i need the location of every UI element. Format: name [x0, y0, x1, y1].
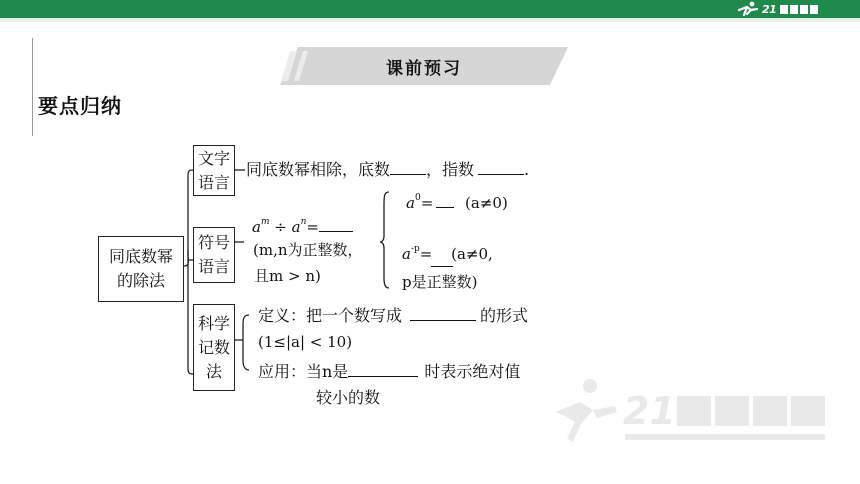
watermark-logo-icon — [545, 372, 845, 452]
node-verbal — [193, 145, 235, 196]
node-scientific-line-2: 记数 — [197, 337, 230, 357]
node-verbal-line-1: 文字 — [197, 148, 230, 168]
sci-def-text-b: 的形式 — [480, 306, 529, 325]
neg-exp: -p — [410, 244, 420, 254]
zero-exp: 0 — [414, 193, 421, 203]
blank-zero — [436, 193, 454, 208]
symbolic-equation — [252, 214, 353, 237]
neg-base: a — [402, 245, 411, 263]
section-heading: 要点归纳 — [38, 94, 122, 118]
sci-definition — [258, 306, 528, 326]
eq-divide: ÷ — [269, 218, 292, 236]
eq-base-a: a — [252, 218, 261, 236]
node-symbolic-line-2: 语言 — [197, 257, 230, 276]
node-scientific-line-3: 法 — [205, 361, 222, 381]
node-scientific-line-1: 科学 — [197, 313, 230, 333]
zero-base: a — [406, 194, 415, 212]
zero-equals: = — [420, 194, 434, 212]
sci-use-text-b: 时表示绝对值 — [424, 362, 521, 381]
node-verbal-line-2: 语言 — [197, 172, 230, 192]
neg-condition-2: p是正整数) — [402, 273, 478, 291]
neg-equals: = — [419, 245, 433, 263]
node-symbolic — [193, 227, 235, 283]
root-line-1: 同底数幂 — [108, 247, 173, 266]
brand-number: 21 — [762, 2, 777, 16]
verbal-text-c: . — [524, 160, 530, 179]
blank-base — [390, 160, 426, 175]
blank-n — [348, 362, 418, 377]
zero-condition: (a≠0) — [465, 194, 508, 212]
neg-condition: (a≠0, — [451, 245, 493, 263]
blank-quotient — [319, 217, 353, 232]
sci-application-2: 较小的数 — [316, 388, 381, 407]
verbal-rule — [246, 160, 529, 180]
symbolic-condition-1: (m,n为正整数， — [253, 241, 363, 259]
root-line-2: 的除法 — [116, 271, 165, 290]
eq-base-a2: a — [291, 218, 301, 236]
blank-form — [410, 306, 476, 321]
verbal-text-b: ，指数 — [426, 160, 475, 179]
svg-text:21: 21 — [623, 389, 676, 433]
eq-exp-m: m — [260, 217, 270, 227]
banner-title: 课前预习 — [386, 58, 462, 79]
blank-negative — [431, 252, 453, 267]
node-scientific — [193, 304, 235, 391]
sci-application — [258, 362, 520, 382]
eq-exp-n: n — [300, 217, 307, 227]
symbolic-condition-2: 且m > n) — [254, 267, 321, 285]
sci-def-text-a: 定义：把一个数写成 — [258, 306, 403, 325]
blank-exponent — [478, 160, 524, 175]
node-symbolic-line-1: 符号 — [197, 233, 230, 252]
root-node — [98, 236, 184, 302]
sci-range: (1≤|a| < 10) — [258, 333, 353, 351]
sci-use-text-a: 应用：当n是 — [258, 362, 349, 381]
verbal-text-a: 同底数幂相除，底数 — [246, 160, 391, 179]
eq-equals: = — [306, 218, 319, 236]
zero-exponent-rule — [406, 190, 508, 213]
